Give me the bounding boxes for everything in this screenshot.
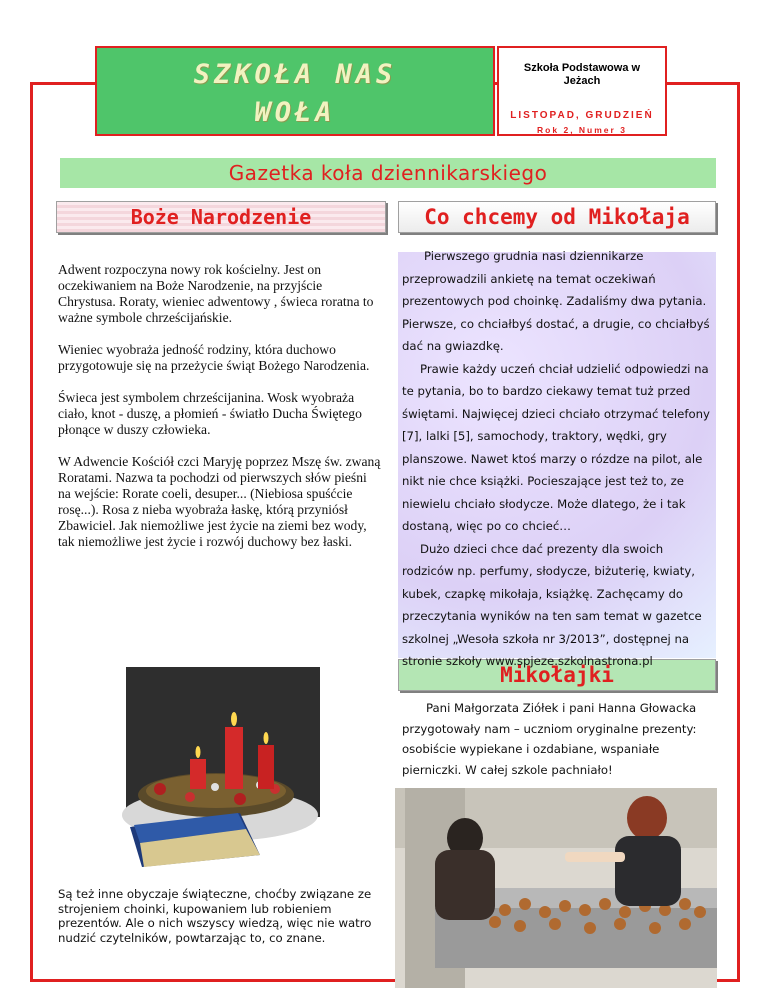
paragraph: Pierwszego grudnia nasi dziennikarze przeprowadzili ankietę na temat oczekiwań prezentowych pod choinkę. Zadaliśmy dwa pytania. Pierwsze, co chciałbyś dostać, a drugie, co chciałbyś dać na gwiazdkę.: [402, 249, 710, 353]
section-title-co-chcemy: Co chcemy od Mikołaja: [398, 201, 716, 233]
section-title-mikolajki: Mikołajki: [398, 659, 716, 691]
newsletter-subtitle: Gazetka koła dziennikarskiego: [60, 158, 716, 188]
section-title-boze-narodzenie: Boże Narodzenie: [56, 201, 386, 233]
paragraph: Dużo dzieci chce dać prezenty dla swoich rodziców np. perfumy, słodycze, biżuterię, kwiaty, kubek, czapkę mikołaja, książkę. Zachęcamy do przeczytania wyników na ten sam temat w gazetce szkolnej „Wesoła szkoła nr 3/2013”, dostępnej na stronie szkoły www.spjeze.szkolnastrona.pl: [402, 541, 702, 668]
masthead-title-line2: WOŁA: [254, 97, 336, 128]
issue-volume: Rok 2, Numer 3: [537, 125, 627, 135]
masthead-info-box: [497, 46, 667, 136]
paragraph: Adwent rozpoczyna nowy rok kościelny. Jest on oczekiwaniem na Boże Narodzenie, na przyjście Chrystusa. Roraty, wieniec adwentowy , świeca roratna to ważne symbole chrześcijańskie.: [58, 262, 374, 325]
masthead-title-line1: SZKOŁA NAS: [193, 59, 397, 90]
issue-months: LISTOPAD, GRUDZIEŃ: [510, 110, 654, 121]
school-name-line2: Jeżach: [563, 75, 601, 87]
gingerbread-baking-photo: [395, 788, 717, 988]
paragraph: Prawie każdy uczeń chciał udzielić odpowiedzi na te pytania, bo to bardzo ciekawy temat tuż przed świętami. Najwięcej dzieci chciało otrzymać telefony [7], lalki [5], samochody, traktory, wędki, gry planszowe. Nawet ktoś marzy o rózdze na pilot, ale nikt nie chce książki. Pocieszające jest też to, ze niewielu chciało słodycze. Może dlatego, że i tak dostaną, więc po co chcieć…: [402, 361, 710, 533]
paragraph: Wieniec wyobraża jedność rodziny, która duchowo przygotowuje się na przeżycie świąt Bożego Narodzenia.: [58, 342, 370, 373]
article-boze-narodzenie: [58, 262, 382, 566]
paragraph: Świeca jest symbolem chrześcijanina. Wosk wyobraża ciało, knot - duszę, a płomień - światło Ducha Świętego płonące w duszy człowieka.: [58, 390, 362, 437]
school-name-line1: Szkoła Podstawowa w: [523, 62, 641, 74]
masthead-title: [95, 46, 495, 136]
paragraph: Pani Małgorzata Ziółek i pani Hanna Głowacka przygotowały nam – uczniom oryginalne prezenty: osobiście wypiekane i ozdabiane, wspaniałe pierniczki. W całej szkole pachniało!: [402, 701, 697, 777]
school-name: [499, 62, 665, 88]
article-co-chcemy: [402, 245, 716, 673]
article-mikolajki: [402, 698, 714, 780]
advent-wreath-photo: [120, 667, 320, 867]
paragraph: W Adwencie Kościół czci Maryję poprzez Mszę św. zwaną Roratami. Nazwa ta pochodzi od pierwszych słów pieśni na wejście: Rorate coeli, desuper... (Niebiosa spuśćcie rosę...). Rosa z nieba wyobraża łaskę, którą przyniósł Zbawiciel. Jak niemożliwe jest życie na ziemi bez wody, tak niemożliwe jest życie i rozwój duchowy bez łaski.: [58, 454, 381, 549]
closing-note: Są też inne obyczaje świąteczne, choćby związane ze strojeniem choinki, kupowaniem lub robieniem prezentów. Ale o nich wszyscy wiedzą, więc nie watro nudzić czytelników, powtarzając to, co znane.: [58, 887, 372, 945]
